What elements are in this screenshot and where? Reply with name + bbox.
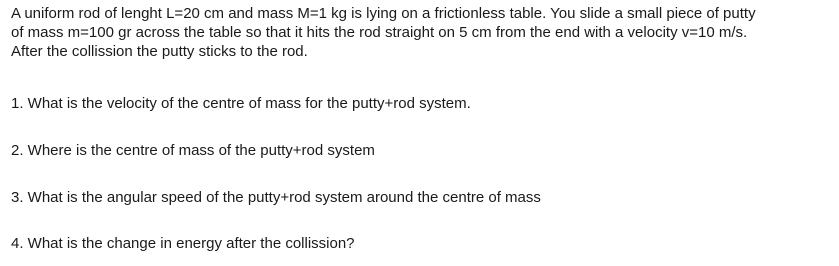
question-2: 2. Where is the centre of mass of the putty+rod system <box>11 142 375 159</box>
problem-line-2: of mass m=100 gr across the table so that it hits the rod straight on 5 cm from the end with a velocity v=10 m/s. <box>11 24 748 41</box>
problem-line-3: After the collission the putty sticks to the rod. <box>11 43 308 60</box>
problem-line-1: A uniform rod of lenght L=20 cm and mass M=1 kg is lying on a frictionless table. You slide a small piece of putty <box>11 5 756 22</box>
problem-statement <box>11 4 836 61</box>
question-1: 1. What is the velocity of the centre of mass for the putty+rod system. <box>11 95 471 112</box>
question-3: 3. What is the angular speed of the putty+rod system around the centre of mass <box>11 189 541 206</box>
question-4: 4. What is the change in energy after the collission? <box>11 235 355 252</box>
